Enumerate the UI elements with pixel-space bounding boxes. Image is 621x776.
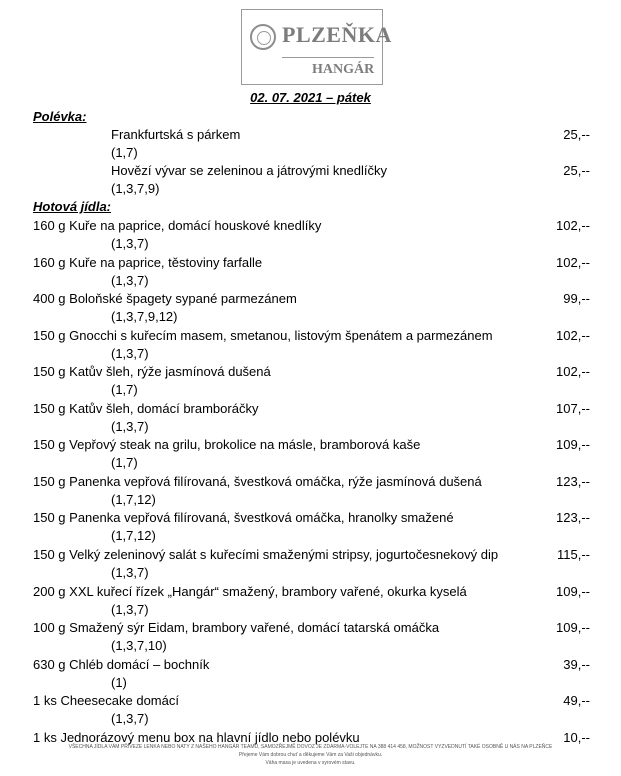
main-dish-allergens: (1,3,7) (111, 602, 149, 617)
logo (241, 9, 392, 85)
main-dish-name: 630 g Chléb domácí – bochník (33, 657, 210, 672)
main-dish-price: 39,-- (563, 657, 590, 672)
main-dish-name: 150 g Panenka vepřová filírovaná, švestková omáčka, rýže jasmínová dušená (33, 474, 482, 489)
main-dish-allergens: (1,3,7) (111, 419, 149, 434)
soup-name: Frankfurtská s párkem (111, 127, 241, 142)
main-dish-name: 150 g Velký zeleninový salát s kuřecími smaženými stripsy, jogurtočesnekový dip (33, 547, 499, 562)
logo-brand: PLZEŇKA (282, 22, 392, 47)
main-dish-allergens: (1,3,7,10) (111, 638, 167, 653)
main-dish-price: 115,-- (557, 547, 590, 562)
soup-name: Hovězí vývar se zeleninou a játrovými knedlíčky (111, 163, 388, 178)
main-dish-price: 102,-- (556, 218, 590, 233)
main-dish-name: 150 g Vepřový steak na grilu, brokolice na másle, bramborová kaše (33, 437, 421, 452)
soup-price: 25,-- (563, 127, 590, 142)
main-dish-name: 1 ks Cheesecake domácí (33, 693, 179, 708)
brewery-emblem-icon (250, 24, 276, 50)
main-dish-price: 10,-- (563, 730, 590, 745)
main-dish-name: 400 g Boloňské špagety sypané parmezánem (33, 291, 297, 306)
main-dish-name: 150 g Katův šleh, domácí bramboráčky (33, 401, 259, 416)
main-dish-price: 102,-- (556, 364, 590, 379)
main-dish-price: 109,-- (556, 620, 590, 635)
main-dish-price: 102,-- (556, 328, 590, 343)
soup-allergens: (1,7) (111, 145, 138, 160)
main-dish-name: 150 g Panenka vepřová filírovaná, švestková omáčka, hranolky smažené (33, 510, 454, 525)
logo-divider (282, 57, 374, 58)
footer-thanks-line: Přejeme Vám dobrou chuť a děkujeme Vám za Vaši objednávku. (238, 752, 383, 758)
main-dish-allergens: (1,7) (111, 382, 138, 397)
main-dish-price: 123,-- (556, 510, 590, 525)
main-dish-allergens: (1,7) (111, 455, 138, 470)
logo-subtitle: HANGÁR (312, 62, 375, 77)
section-title-soups: Polévka: (33, 109, 87, 124)
main-dish-price: 107,-- (556, 401, 590, 416)
main-dish-price: 99,-- (563, 291, 590, 306)
footer-weight-line: Váha masa je uvedena v syrovém stavu. (265, 760, 356, 766)
main-dish-price: 109,-- (556, 584, 590, 599)
main-dish-name: 160 g Kuře na paprice, těstoviny farfalle (33, 255, 263, 270)
main-dish-name: 150 g Katův šleh, rýže jasmínová dušená (33, 364, 271, 379)
main-dish-name: 150 g Gnocchi s kuřecím masem, smetanou, listovým špenátem a parmezánem (33, 328, 493, 343)
section-title-mains: Hotová jídla: (33, 199, 112, 214)
main-dish-name: 160 g Kuře na paprice, domácí houskové knedlíky (33, 218, 322, 233)
main-dish-allergens: (1,3,7) (111, 565, 149, 580)
main-dish-price: 102,-- (556, 255, 590, 270)
main-dish-allergens: (1,3,7,9,12) (111, 309, 178, 324)
main-dish-allergens: (1,3,7) (111, 273, 149, 288)
main-dish-name: 100 g Smažený sýr Eidam, brambory vařené, domácí tatarská omáčka (33, 620, 440, 635)
main-dish-allergens: (1) (111, 675, 127, 690)
soup-price: 25,-- (563, 163, 590, 178)
footer-note (0, 743, 621, 767)
main-dish-allergens: (1,3,7) (111, 346, 149, 361)
main-dish-allergens: (1,7,12) (111, 528, 156, 543)
footer-delivery-line: VŠECHNA JÍDLA VÁM PŘIVEZE LENKA NEBO NATY Z NAŠEHO HANGÁR TEAMU, SAMOZŘEJMĚ DOVOZ JE ZDARMA-VOLEJTE NA 388 414 458, MOŽNOST VYZVEDNUTÍ TAKÉ OSOBNĚ U NÁS NA PLZEŇCE (68, 744, 553, 750)
main-dish-name: 200 g XXL kuřecí řízek „Hangár“ smažený, brambory vařené, okurka kyselá (33, 584, 467, 599)
main-dish-price: 49,-- (563, 693, 590, 708)
main-dish-allergens: (1,3,7) (111, 236, 149, 251)
menu-date: 02. 07. 2021 – pátek (250, 90, 371, 105)
main-dish-name: 1 ks Jednorázový menu box na hlavní jídlo nebo polévku (33, 730, 360, 745)
main-dish-price: 109,-- (556, 437, 590, 452)
main-dish-allergens: (1,7,12) (111, 492, 156, 507)
main-dish-allergens: (1,3,7) (111, 711, 149, 726)
main-dish-price: 123,-- (556, 474, 590, 489)
soup-allergens: (1,3,7,9) (111, 181, 160, 196)
